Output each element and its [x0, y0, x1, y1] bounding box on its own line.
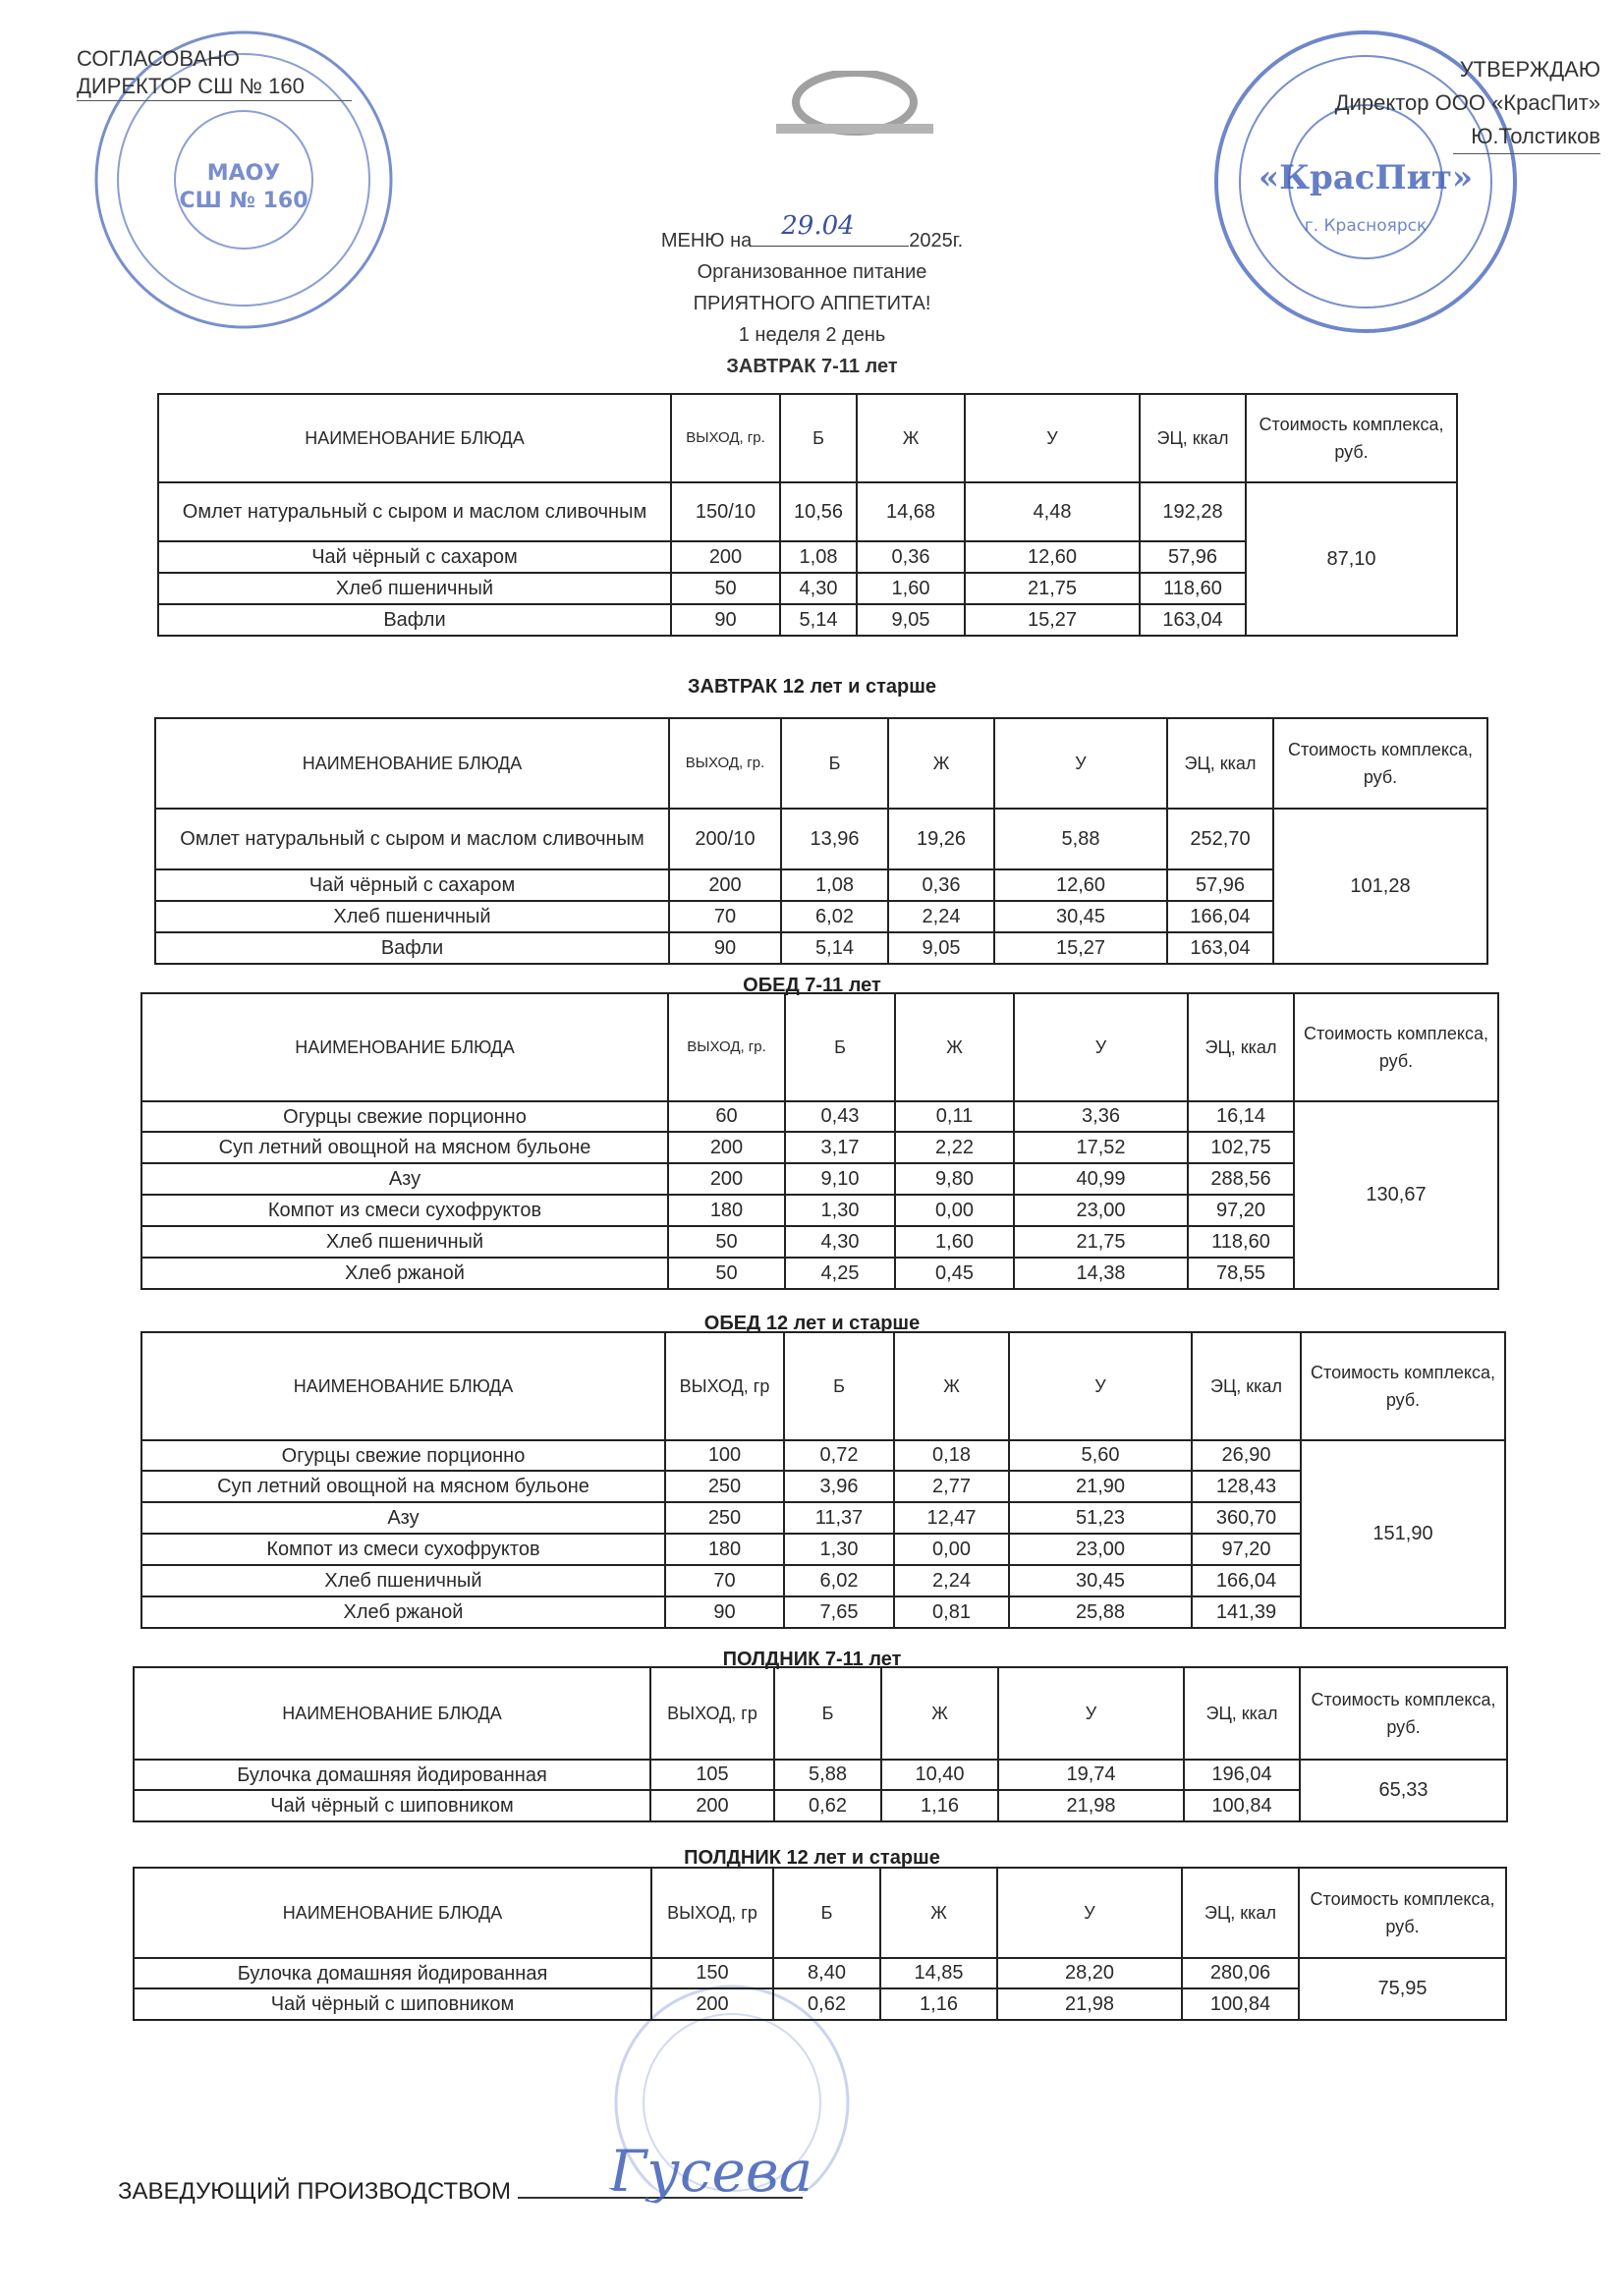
u-cell: 30,45 — [1009, 1565, 1192, 1596]
menu-date: 29.04 — [781, 211, 855, 241]
zh-cell: 10,40 — [881, 1760, 998, 1790]
col-name-header: НАИМЕНОВАНИЕ БЛЮДА — [134, 1868, 651, 1958]
col-u-header: У — [1014, 993, 1188, 1101]
subtitle-line-2: ПРИЯТНОГО АППЕТИТА! — [693, 293, 931, 314]
u-cell: 28,20 — [997, 1958, 1182, 1988]
zh-cell: 0,36 — [857, 541, 965, 573]
output-cell: 50 — [671, 573, 780, 604]
footer-label: ЗАВЕДУЮЩИЙ ПРОИЗВОДСТВОМ — [118, 2178, 512, 2205]
col-cost-header: Стоимость комплекса, руб. — [1294, 993, 1498, 1101]
b-cell: 3,96 — [784, 1471, 894, 1502]
b-cell: 9,10 — [785, 1163, 895, 1195]
table-row — [141, 1596, 1505, 1628]
dish-name: Чай чёрный с шиповником — [134, 1790, 650, 1821]
ec-cell: 102,75 — [1188, 1132, 1294, 1163]
b-cell: 4,30 — [780, 573, 857, 604]
dish-name: Вафли — [155, 932, 669, 964]
table-row — [134, 1760, 1507, 1790]
dish-name: Вафли — [158, 604, 671, 636]
dish-name: Компот из смеси сухофруктов — [141, 1534, 665, 1565]
approve-label: УТВЕРЖДАЮ — [1459, 57, 1600, 82]
table-row — [141, 1534, 1505, 1565]
b-cell: 5,88 — [774, 1760, 881, 1790]
col-output-header: ВЫХОД, гр — [651, 1868, 773, 1958]
u-cell: 3,36 — [1014, 1101, 1188, 1132]
section-title: ЗАВТРАК 12 лет и старше — [687, 676, 937, 698]
col-zh-header: Ж — [888, 718, 994, 809]
col-u-header: У — [1009, 1332, 1192, 1440]
u-cell: 25,88 — [1009, 1596, 1192, 1628]
ec-cell: 97,20 — [1192, 1534, 1301, 1565]
menu-date-field — [752, 211, 909, 247]
footer — [118, 2173, 803, 2206]
u-cell: 12,60 — [994, 869, 1167, 901]
director-right-name: Ю.Толстиков — [1453, 120, 1600, 154]
b-cell: 5,14 — [781, 932, 888, 964]
col-zh-header: Ж — [894, 1332, 1009, 1440]
col-name-header: НАИМЕНОВАНИЕ БЛЮДА — [141, 1332, 665, 1440]
ec-cell: 288,56 — [1188, 1163, 1294, 1195]
col-name-header: НАИМЕНОВАНИЕ БЛЮДА — [141, 993, 668, 1101]
output-cell: 70 — [669, 901, 781, 932]
ec-cell: 128,43 — [1192, 1471, 1301, 1502]
zh-cell: 12,47 — [894, 1502, 1009, 1534]
dish-name: Чай чёрный с сахаром — [158, 541, 671, 573]
table-row — [141, 1440, 1505, 1471]
col-output-header: ВЫХОД, гр. — [668, 993, 785, 1101]
output-cell: 250 — [665, 1502, 784, 1534]
dish-name: Хлеб ржаной — [141, 1258, 668, 1289]
col-b-header: Б — [780, 394, 857, 482]
col-b-header: Б — [773, 1868, 880, 1958]
zh-cell: 2,24 — [888, 901, 994, 932]
output-cell: 50 — [668, 1258, 785, 1289]
u-cell: 21,75 — [965, 573, 1140, 604]
col-ec-header: ЭЦ, ккал — [1140, 394, 1246, 482]
b-cell: 4,30 — [785, 1226, 895, 1258]
col-u-header: У — [965, 394, 1140, 482]
zh-cell: 14,85 — [880, 1958, 997, 1988]
col-zh-header: Ж — [880, 1868, 997, 1958]
right-header — [1335, 53, 1600, 154]
director-right: Директор ООО «КрасПит» — [1334, 90, 1600, 115]
u-cell: 15,27 — [994, 932, 1167, 964]
signature-text: Гусева — [609, 2138, 813, 2205]
ec-cell: 280,06 — [1182, 1958, 1299, 1988]
zh-cell: 0,00 — [894, 1534, 1009, 1565]
zh-cell: 1,60 — [895, 1226, 1014, 1258]
zh-cell: 9,05 — [888, 932, 994, 964]
svg-text:МАОУ: МАОУ — [206, 161, 281, 186]
section-title: ОБЕД 7-11 лет — [743, 975, 881, 996]
ec-cell: 252,70 — [1167, 809, 1273, 869]
output-cell: 200 — [651, 1988, 773, 2020]
col-output-header: ВЫХОД, гр. — [671, 394, 780, 482]
menu-table — [157, 393, 1458, 637]
ec-cell: 57,96 — [1140, 541, 1246, 573]
menu-prefix: МЕНЮ на — [660, 230, 753, 252]
ec-cell: 192,28 — [1140, 482, 1246, 541]
output-cell: 250 — [665, 1471, 784, 1502]
b-cell: 0,43 — [785, 1101, 895, 1132]
b-cell: 5,14 — [780, 604, 857, 636]
zh-cell: 1,16 — [880, 1988, 997, 2020]
agreed-label: СОГЛАСОВАНО — [77, 46, 240, 71]
b-cell: 0,62 — [773, 1988, 880, 2020]
ec-cell: 163,04 — [1140, 604, 1246, 636]
u-cell: 23,00 — [1014, 1195, 1188, 1226]
first-section-title: ЗАВТРАК 7-11 лет — [726, 356, 898, 377]
u-cell: 21,98 — [997, 1988, 1182, 2020]
output-cell: 150/10 — [671, 482, 780, 541]
signature-line — [518, 2173, 803, 2199]
dish-name: Хлеб пшеничный — [155, 901, 669, 932]
ec-cell: 141,39 — [1192, 1596, 1301, 1628]
col-zh-header: Ж — [895, 993, 1014, 1101]
svg-text:СШ № 160: СШ № 160 — [179, 189, 308, 213]
complex-price: 65,33 — [1300, 1760, 1507, 1821]
ec-cell: 163,04 — [1167, 932, 1273, 964]
subtitle-line-1: Организованное питание — [697, 261, 927, 283]
dish-name: Огурцы свежие порционно — [141, 1440, 665, 1471]
dish-name: Хлеб ржаной — [141, 1596, 665, 1628]
menu-table — [154, 717, 1488, 965]
menu-table — [140, 1331, 1506, 1629]
b-cell: 1,08 — [781, 869, 888, 901]
menu-table — [133, 1867, 1507, 2021]
col-b-header: Б — [774, 1667, 881, 1760]
output-cell: 90 — [669, 932, 781, 964]
complex-price: 87,10 — [1246, 482, 1457, 636]
u-cell: 21,75 — [1014, 1226, 1188, 1258]
col-zh-header: Ж — [881, 1667, 998, 1760]
u-cell: 14,38 — [1014, 1258, 1188, 1289]
ec-cell: 100,84 — [1184, 1790, 1300, 1821]
zh-cell: 2,77 — [894, 1471, 1009, 1502]
ec-cell: 118,60 — [1140, 573, 1246, 604]
zh-cell: 0,81 — [894, 1596, 1009, 1628]
col-ec-header: ЭЦ, ккал — [1184, 1667, 1300, 1760]
output-cell: 200 — [668, 1163, 785, 1195]
zh-cell: 0,00 — [895, 1195, 1014, 1226]
u-cell: 21,98 — [998, 1790, 1184, 1821]
ec-cell: 16,14 — [1188, 1101, 1294, 1132]
svg-text:«КрасПит»: «КрасПит» — [1258, 158, 1474, 197]
ec-cell: 100,84 — [1182, 1988, 1299, 2020]
output-cell: 70 — [665, 1565, 784, 1596]
zh-cell: 9,05 — [857, 604, 965, 636]
output-cell: 200 — [650, 1790, 774, 1821]
ec-cell: 360,70 — [1192, 1502, 1301, 1534]
ec-cell: 78,55 — [1188, 1258, 1294, 1289]
table-row — [158, 482, 1457, 541]
table-row — [141, 1101, 1498, 1132]
u-cell: 17,52 — [1014, 1132, 1188, 1163]
output-cell: 50 — [668, 1226, 785, 1258]
menu-year: 2025г. — [909, 230, 964, 252]
col-cost-header: Стоимость комплекса, руб. — [1273, 718, 1487, 809]
svg-text:г. Красноярск: г. Красноярск — [1304, 216, 1428, 236]
col-cost-header: Стоимость комплекса, руб. — [1301, 1332, 1505, 1440]
zh-cell: 0,18 — [894, 1440, 1009, 1471]
col-u-header: У — [997, 1868, 1182, 1958]
u-cell: 40,99 — [1014, 1163, 1188, 1195]
col-name-header: НАИМЕНОВАНИЕ БЛЮДА — [155, 718, 669, 809]
output-cell: 180 — [665, 1534, 784, 1565]
output-cell: 60 — [668, 1101, 785, 1132]
zh-cell: 0,36 — [888, 869, 994, 901]
menu-table — [140, 992, 1499, 1290]
col-cost-header: Стоимость комплекса, руб. — [1246, 394, 1457, 482]
output-cell: 100 — [665, 1440, 784, 1471]
table-row — [141, 1565, 1505, 1596]
output-cell: 105 — [650, 1760, 774, 1790]
u-cell: 19,74 — [998, 1760, 1184, 1790]
zh-cell: 2,24 — [894, 1565, 1009, 1596]
ec-cell: 57,96 — [1167, 869, 1273, 901]
u-cell: 5,60 — [1009, 1440, 1192, 1471]
output-cell: 200/10 — [669, 809, 781, 869]
dish-name: Азу — [141, 1163, 668, 1195]
output-cell: 90 — [671, 604, 780, 636]
left-header — [77, 45, 352, 101]
u-cell: 51,23 — [1009, 1502, 1192, 1534]
dish-name: Огурцы свежие порционно — [141, 1101, 668, 1132]
director-left: ДИРЕКТОР СШ № 160 — [77, 73, 352, 101]
col-name-header: НАИМЕНОВАНИЕ БЛЮДА — [134, 1667, 650, 1760]
dish-name: Чай чёрный с сахаром — [155, 869, 669, 901]
col-ec-header: ЭЦ, ккал — [1167, 718, 1273, 809]
col-u-header: У — [998, 1667, 1184, 1760]
col-b-header: Б — [785, 993, 895, 1101]
zh-cell: 9,80 — [895, 1163, 1014, 1195]
zh-cell: 1,16 — [881, 1790, 998, 1821]
u-cell: 4,48 — [965, 482, 1140, 541]
table-row — [134, 1958, 1506, 1988]
table-row — [141, 1502, 1505, 1534]
col-output-header: ВЫХОД, гр — [665, 1332, 784, 1440]
b-cell: 6,02 — [781, 901, 888, 932]
menu-table — [133, 1666, 1508, 1822]
complex-price: 151,90 — [1301, 1440, 1505, 1628]
col-b-header: Б — [781, 718, 888, 809]
b-cell: 8,40 — [773, 1958, 880, 1988]
output-cell: 180 — [668, 1195, 785, 1226]
b-cell: 1,08 — [780, 541, 857, 573]
u-cell: 5,88 — [994, 809, 1167, 869]
u-cell: 12,60 — [965, 541, 1140, 573]
table-row — [155, 809, 1487, 869]
output-cell: 200 — [671, 541, 780, 573]
dish-name: Хлеб пшеничный — [158, 573, 671, 604]
dish-name: Чай чёрный с шиповником — [134, 1988, 651, 2020]
table-row — [141, 1471, 1505, 1502]
col-ec-header: ЭЦ, ккал — [1182, 1868, 1299, 1958]
u-cell: 30,45 — [994, 901, 1167, 932]
dish-name: Омлет натуральный с сыром и маслом сливочным — [158, 482, 671, 541]
b-cell: 4,25 — [785, 1258, 895, 1289]
dish-name: Азу — [141, 1502, 665, 1534]
u-cell: 23,00 — [1009, 1534, 1192, 1565]
col-name-header: НАИМЕНОВАНИЕ БЛЮДА — [158, 394, 671, 482]
menu-date-line — [0, 211, 1624, 256]
section-title: ОБЕД 12 лет и старше — [703, 1313, 921, 1334]
b-cell: 0,72 — [784, 1440, 894, 1471]
col-ec-header: ЭЦ, ккал — [1188, 993, 1294, 1101]
b-cell: 0,62 — [774, 1790, 881, 1821]
b-cell: 1,30 — [785, 1195, 895, 1226]
dish-name: Булочка домашняя йодированная — [134, 1760, 650, 1790]
b-cell: 6,02 — [784, 1565, 894, 1596]
dish-name: Хлеб пшеничный — [141, 1565, 665, 1596]
complex-price: 75,95 — [1299, 1958, 1506, 2020]
dish-name: Суп летний овощной на мясном бульоне — [141, 1471, 665, 1502]
ec-cell: 26,90 — [1192, 1440, 1301, 1471]
complex-price: 101,28 — [1273, 809, 1487, 964]
b-cell: 1,30 — [784, 1534, 894, 1565]
b-cell: 7,65 — [784, 1596, 894, 1628]
zh-cell: 0,45 — [895, 1258, 1014, 1289]
ec-cell: 118,60 — [1188, 1226, 1294, 1258]
document-title — [0, 211, 1624, 382]
col-zh-header: Ж — [857, 394, 965, 482]
dish-name: Булочка домашняя йодированная — [134, 1958, 651, 1988]
ec-cell: 166,04 — [1167, 901, 1273, 932]
col-cost-header: Стоимость комплекса, руб. — [1299, 1868, 1506, 1958]
col-output-header: ВЫХОД, гр — [650, 1667, 774, 1760]
b-cell: 11,37 — [784, 1502, 894, 1534]
zh-cell: 2,22 — [895, 1132, 1014, 1163]
output-cell: 150 — [651, 1958, 773, 1988]
ec-cell: 97,20 — [1188, 1195, 1294, 1226]
b-cell: 13,96 — [781, 809, 888, 869]
school-logo — [756, 71, 953, 140]
dish-name: Суп летний овощной на мясном бульоне — [141, 1132, 668, 1163]
complex-price: 130,67 — [1294, 1101, 1498, 1289]
col-cost-header: Стоимость комплекса, руб. — [1300, 1667, 1507, 1760]
output-cell: 200 — [668, 1132, 785, 1163]
dish-name: Хлеб пшеничный — [141, 1226, 668, 1258]
b-cell: 3,17 — [785, 1132, 895, 1163]
col-ec-header: ЭЦ, ккал — [1192, 1332, 1301, 1440]
col-b-header: Б — [784, 1332, 894, 1440]
output-cell: 90 — [665, 1596, 784, 1628]
dish-name: Компот из смеси сухофруктов — [141, 1195, 668, 1226]
ec-cell: 166,04 — [1192, 1565, 1301, 1596]
zh-cell: 0,11 — [895, 1101, 1014, 1132]
zh-cell: 19,26 — [888, 809, 994, 869]
u-cell: 15,27 — [965, 604, 1140, 636]
section-title: ПОЛДНИК 7-11 лет — [722, 1649, 902, 1670]
ec-cell: 196,04 — [1184, 1760, 1300, 1790]
output-cell: 200 — [669, 869, 781, 901]
b-cell: 10,56 — [780, 482, 857, 541]
col-output-header: ВЫХОД, гр. — [669, 718, 781, 809]
zh-cell: 1,60 — [857, 573, 965, 604]
dish-name: Омлет натуральный с сыром и маслом сливочным — [155, 809, 669, 869]
section-title: ПОЛДНИК 12 лет и старше — [684, 1847, 940, 1869]
subtitle-line-3: 1 неделя 2 день — [738, 324, 886, 346]
u-cell: 21,90 — [1009, 1471, 1192, 1502]
zh-cell: 14,68 — [857, 482, 965, 541]
col-u-header: У — [994, 718, 1167, 809]
